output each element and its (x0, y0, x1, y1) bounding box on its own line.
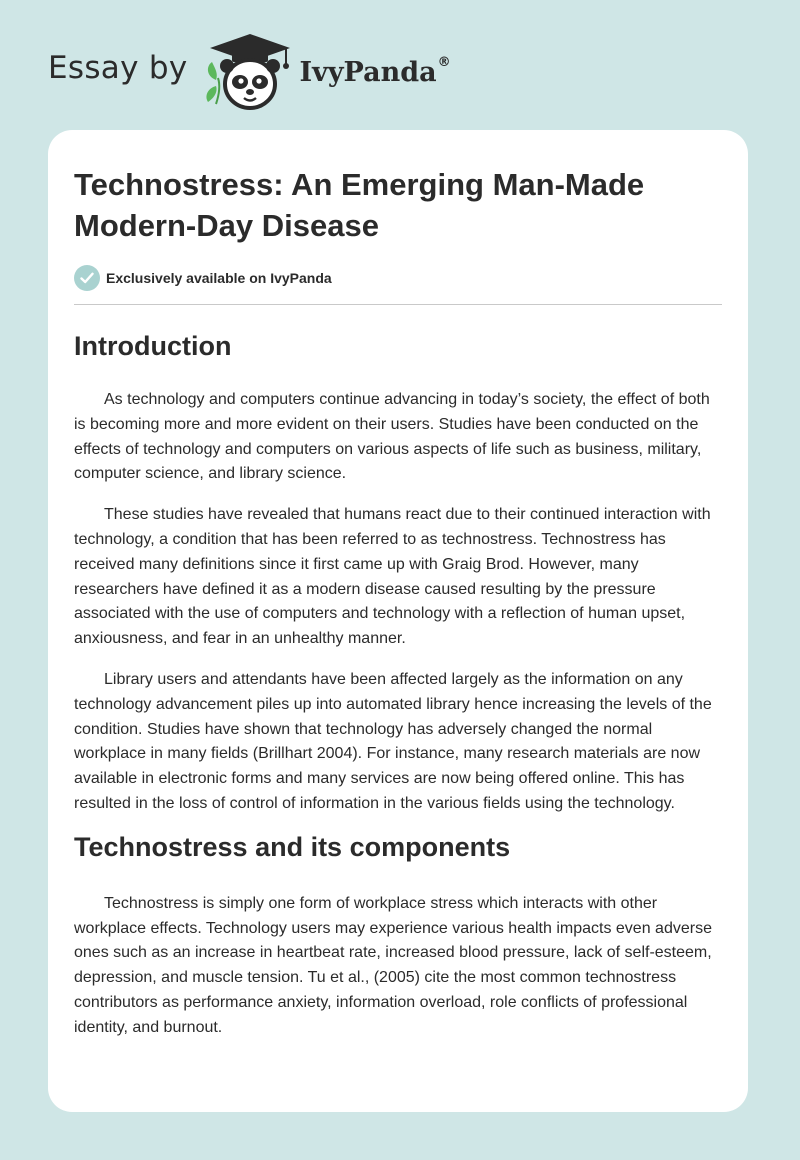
paragraph: These studies have revealed that humans react due to their continued interaction with technology, a condition that has been referred to as technostress. Technostress has received many definitions since it first came up with Graig Brod. However, many researchers have defined it as a modern disease caused resulting by the pressure associated with the use of computers and technology with a reflection of human upset, anxiousness, and fear in an unhealthy manner. (74, 506, 711, 648)
check-circle-icon (74, 265, 100, 291)
exclusive-badge (74, 265, 722, 305)
paragraph: Technostress is simply one form of workplace stress which interacts with other workplace effects. Technology users may experience various health impacts even adverse ones such as an increase in heartbeat rate, increased blood pressure, lack of self-esteem, depression, and muscle tension. Tu et al., (2005) cite the most common technostress contributors as performance anxiety, information overload, role conflicts of professional identity, and burnout. (74, 894, 712, 1036)
essay-card (48, 130, 748, 1112)
brand-prefix: Essay by (48, 50, 188, 86)
section-heading-technostress-components: Technostress and its components (74, 831, 511, 862)
panda-graduate-logo-icon (202, 32, 294, 112)
exclusive-label: Exclusively available on IvyPanda (106, 270, 332, 286)
registered-mark: ® (437, 54, 451, 70)
paragraph: As technology and computers continue advancing in today’s society, the effect of both is becoming more and more evident on their users. Studies have been conducted on the effects of technology and computers on various aspects of life such as business, military, computer science, and library science. (74, 391, 710, 483)
site-brand[interactable] (48, 32, 451, 112)
page-title: Technostress: An Emerging Man-Made Modern-Day Disease (74, 167, 645, 243)
brand-name: IvyPanda® (299, 54, 451, 88)
paragraph: Library users and attendants have been affected largely as the information on any technology advancement piles up into automated library hence increasing the levels of the condition. Studies have shown that technology has adversely changed the normal workplace in many fields (Brillhart 2004). For instance, many research materials are now available in electronic forms and many services are now being offered online. This has resulted in the loss of control of information in the various fields using the technology. (74, 670, 712, 812)
section-heading-introduction: Introduction (74, 331, 232, 361)
